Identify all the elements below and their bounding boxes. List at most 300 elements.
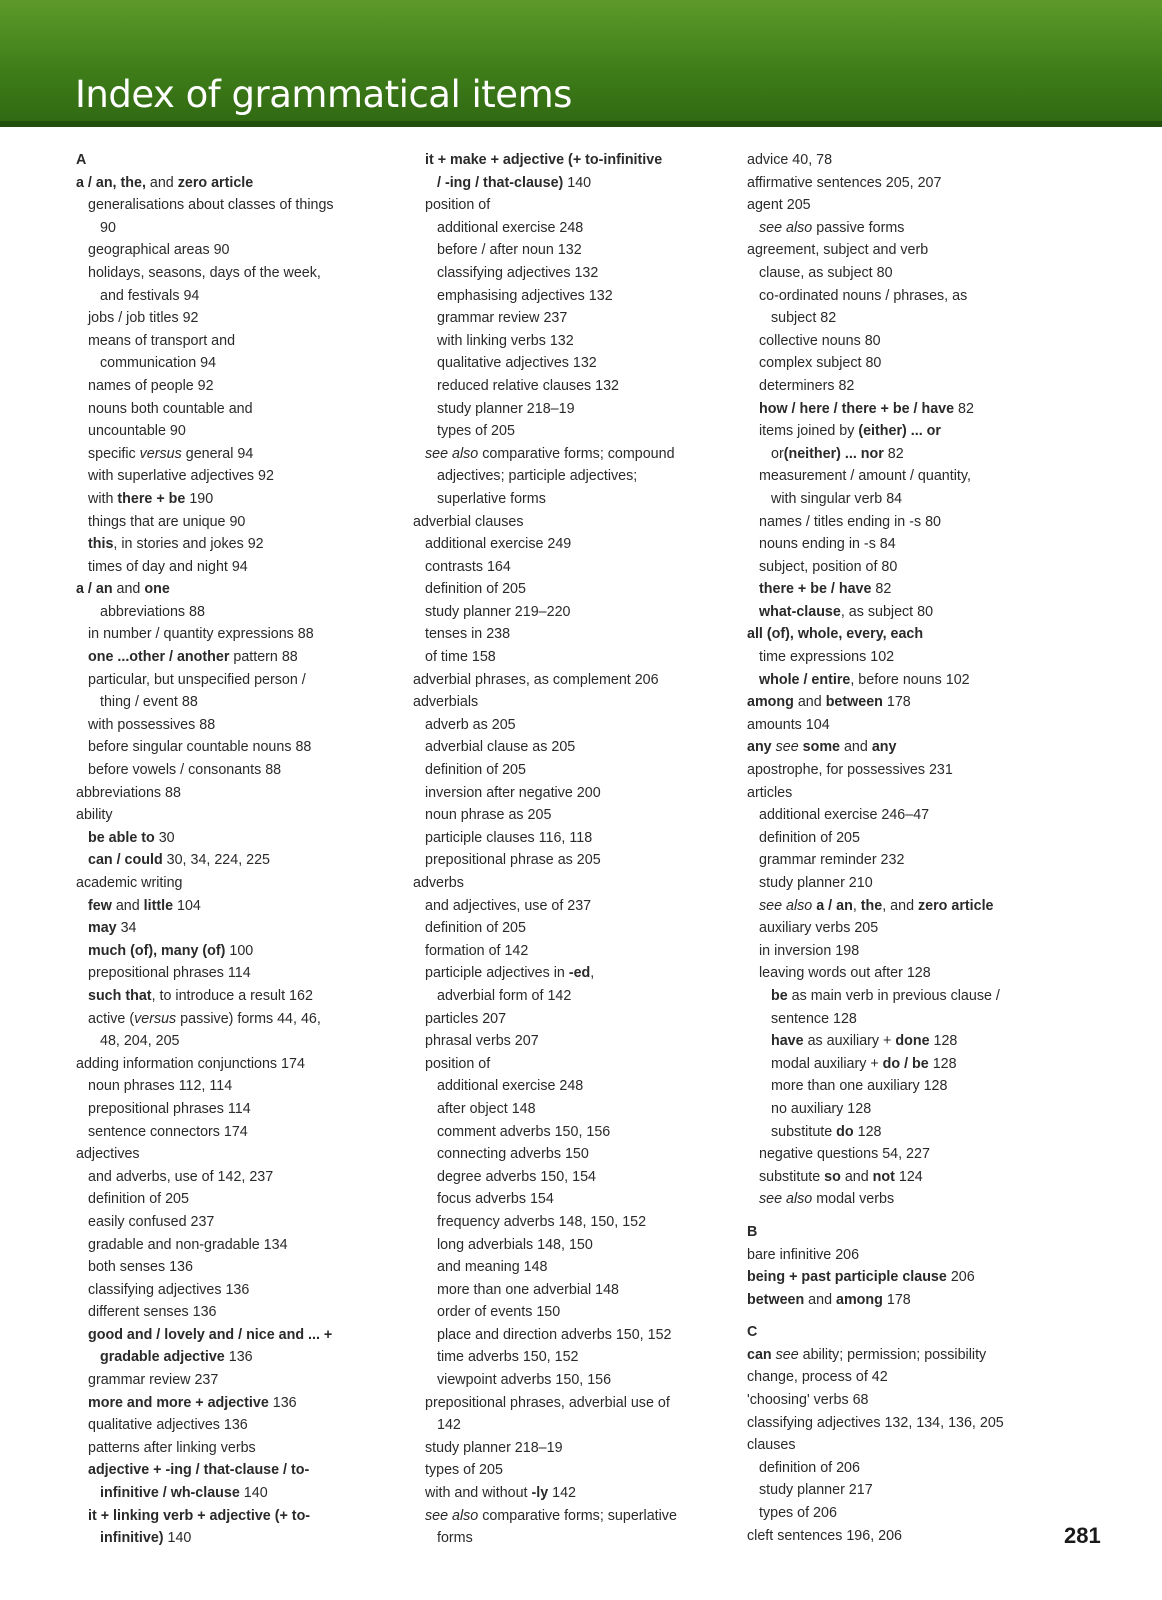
index-entry (413, 1301, 723, 1324)
index-entry-text: (either) ... or (858, 423, 941, 440)
index-entry-text: , to introduce a result 162 (151, 987, 313, 1004)
index-entry (747, 601, 1077, 624)
index-entry-text: see also (759, 897, 813, 914)
index-entry-text: qualitative adjectives 132 (437, 355, 597, 372)
index-entry-text: subject 82 (771, 310, 837, 327)
index-entry-text: before vowels / consonants 88 (88, 762, 282, 779)
section-spacer (747, 1311, 1077, 1321)
index-entry-text: a / an (76, 581, 113, 598)
index-entry (76, 1369, 396, 1392)
index-entry-text: all (of), whole, every, each (747, 626, 924, 643)
index-entry-text: adding information conjunctions 174 (76, 1055, 305, 1072)
index-entry-text: see (771, 1346, 799, 1363)
index-entry (413, 623, 723, 646)
index-entry-text: prepositional phrases 114 (88, 1100, 251, 1117)
index-entry (747, 782, 1077, 805)
index-entry-text: and (112, 581, 145, 598)
index-entry (76, 1346, 396, 1369)
index-entry-text: superlative forms (437, 490, 546, 507)
index-entry-text: it + linking verb + adjective (+ to- (88, 1507, 311, 1524)
index-entry-text: 136 (224, 1349, 253, 1366)
index-entry-text: versus (134, 1010, 177, 1027)
index-entry (747, 714, 1077, 737)
section-spacer (747, 1211, 1077, 1221)
index-entry (76, 578, 396, 601)
index-entry (413, 375, 723, 398)
index-entry-text: definition of 205 (425, 762, 526, 779)
index-entry-text: long adverbials 148, 150 (437, 1236, 593, 1253)
index-entry-text: with linking verbs 132 (437, 332, 574, 349)
index-entry (76, 1459, 396, 1482)
index-entry-text: order of events 150 (437, 1304, 561, 1321)
index-entry-text: subject, position of 80 (759, 558, 898, 575)
index-entry-text: 82 (954, 400, 974, 417)
index-entry (76, 623, 396, 646)
index-entry-text: things that are unique 90 (88, 513, 246, 530)
index-entry-text: emphasising adjectives 132 (437, 287, 613, 304)
index-entry (76, 1030, 396, 1053)
index-entry-text: substitute (771, 1123, 837, 1140)
index-entry-text: 90 (100, 219, 116, 236)
index-entry (413, 330, 723, 353)
index-entry-text: advice 40, 78 (747, 152, 833, 168)
index-entry-text: participle adjectives in (425, 965, 569, 982)
index-entry-text: 'choosing' verbs 68 (747, 1392, 869, 1409)
index-entry-text: B (747, 1223, 758, 1240)
index-entry (76, 985, 396, 1008)
index-entry (76, 1211, 396, 1234)
index-entry (76, 1437, 396, 1460)
index-entry-text: comparative forms; compound (478, 445, 675, 462)
index-entry-text: sentence connectors 174 (88, 1123, 248, 1140)
index-entry-text: any (747, 739, 772, 756)
index-entry-text: prepositional phrases, adverbial use of (425, 1394, 670, 1411)
index-entry (413, 1166, 723, 1189)
index-entry-text: auxiliary verbs 205 (759, 920, 879, 937)
index-entry-text: types of 205 (437, 423, 515, 440)
index-entry (76, 556, 396, 579)
index-entry-text: have (771, 1033, 804, 1050)
index-entry-text: grammar review 237 (88, 1372, 219, 1389)
index-entry (76, 1098, 396, 1121)
index-entry-text: grammar review 237 (437, 310, 568, 327)
index-entry-text: particles 207 (425, 1010, 507, 1027)
index-entry (76, 601, 396, 624)
index-entry (76, 691, 396, 714)
index-entry (76, 511, 396, 534)
index-entry-text: few (88, 897, 112, 914)
index-entry-text: ability; permission; possibility (798, 1346, 987, 1363)
index-section-letter (747, 1221, 1077, 1244)
index-entry (747, 330, 1077, 353)
index-entry-text: both senses 136 (88, 1259, 193, 1276)
index-entry-text: there + be / have (759, 581, 872, 598)
index-entry-text: additional exercise 246–47 (759, 807, 930, 824)
index-entry-text: 128 (853, 1123, 882, 1140)
index-entry-text: after object 148 (437, 1100, 536, 1117)
index-entry (747, 194, 1077, 217)
index-entry-text: little (143, 897, 174, 914)
index-entry-text: cleft sentences 196, 206 (747, 1527, 902, 1544)
index-entry-text: (neither) ... nor (783, 445, 884, 462)
index-entry-text: some (802, 739, 840, 756)
index-entry (747, 1075, 1077, 1098)
index-entry (76, 872, 396, 895)
index-entry-text: sentence 128 (771, 1010, 857, 1027)
index-entry (413, 556, 723, 579)
index-entry (413, 691, 723, 714)
index-entry-text: nouns both countable and (88, 400, 253, 417)
index-entry (76, 1301, 396, 1324)
index-entry-text: with superlative adjectives 92 (88, 468, 274, 485)
index-entry (747, 669, 1077, 692)
index-entry-text: leaving words out after 128 (759, 965, 931, 982)
index-entry (747, 962, 1077, 985)
index-entry-text: determiners 82 (759, 377, 855, 394)
index-entry-text: focus adverbs 154 (437, 1191, 554, 1208)
index-entry-text: complex subject 80 (759, 355, 882, 372)
index-entry (76, 1505, 396, 1528)
index-entry-text: 128 (929, 1033, 958, 1050)
index-entry-text: study planner 210 (759, 875, 873, 891)
index-entry-text: not (872, 1168, 895, 1185)
index-entry-text: 34 (116, 920, 137, 937)
index-entry (413, 511, 723, 534)
index-entry-text: done (895, 1033, 930, 1050)
index-entry-text: and (840, 739, 872, 756)
index-entry-text: one (144, 581, 170, 598)
index-entry (76, 895, 396, 918)
index-entry-text: do / be (882, 1055, 929, 1072)
index-column-3 (747, 149, 1077, 1547)
index-entry-text: qualitative adjectives 136 (88, 1417, 248, 1434)
index-entry-text: particular, but unspecified person / (88, 671, 306, 688)
index-entry-text: see also (759, 219, 813, 236)
index-entry-text: types of 205 (425, 1462, 503, 1479)
index-entry-text: prepositional phrase as 205 (425, 852, 601, 869)
index-entry-text: general 94 (181, 445, 254, 462)
index-entry (747, 917, 1077, 940)
index-entry-text: 136 (268, 1394, 297, 1411)
index-entry (747, 646, 1077, 669)
index-entry (413, 1211, 723, 1234)
index-entry-text: before / after noun 132 (437, 242, 582, 259)
index-entry-text: 82 (871, 581, 892, 598)
index-entry (76, 804, 396, 827)
index-entry (413, 782, 723, 805)
index-entry (747, 465, 1077, 488)
index-entry-text: co-ordinated nouns / phrases, as (759, 287, 968, 304)
index-entry-text: -ed (568, 965, 591, 982)
index-entry-text: additional exercise 248 (437, 1078, 584, 1095)
index-entry-text: gradable and non-gradable 134 (88, 1236, 288, 1253)
index-entry-text: position of (425, 197, 491, 214)
index-entry-text: means of transport and (88, 332, 236, 349)
index-entry (413, 217, 723, 240)
index-entry (413, 1188, 723, 1211)
index-entry-text: change, process of 42 (747, 1369, 888, 1386)
index-entry-text: much (of), many (of) (88, 942, 226, 959)
index-entry-text: adverbials (413, 694, 479, 711)
index-entry-text: forms (437, 1530, 473, 1547)
index-entry (76, 217, 396, 240)
index-entry-text: 178 (882, 694, 911, 711)
index-entry-text: , (852, 897, 861, 914)
index-entry (747, 1121, 1077, 1144)
index-entry-text: communication 94 (100, 355, 217, 372)
index-entry-text: specific (88, 445, 140, 462)
index-entry-text: infinitive) (100, 1530, 164, 1547)
index-entry (76, 940, 396, 963)
index-entry-text: what-clause (759, 603, 841, 620)
index-entry-text: being + past participle clause (747, 1269, 947, 1286)
index-entry-text: and meaning 148 (437, 1259, 548, 1276)
index-entry (747, 307, 1077, 330)
index-entry (413, 352, 723, 375)
index-entry (413, 872, 723, 895)
index-entry-text: whole / entire (759, 671, 851, 688)
index-entry-text: connecting adverbs 150 (437, 1146, 589, 1163)
index-entry (747, 1344, 1077, 1367)
index-entry-text: participle clauses 116, 118 (425, 829, 593, 846)
index-entry-text: as auxiliary + (803, 1033, 896, 1050)
index-entry-text: 48, 204, 205 (100, 1033, 180, 1050)
index-entry (76, 1527, 396, 1550)
index-entry-text: , in stories and jokes 92 (113, 536, 264, 553)
index-entry-text: clause, as subject 80 (759, 264, 893, 281)
index-entry (747, 578, 1077, 601)
index-entry (413, 1234, 723, 1257)
index-entry (76, 533, 396, 556)
index-entry-text: affirmative sentences 205, 207 (747, 174, 942, 191)
index-entry-text: reduced relative clauses 132 (437, 377, 619, 394)
index-entry-text: more than one adverbial 148 (437, 1281, 620, 1298)
index-entry-text: between (747, 1291, 805, 1308)
index-entry-text: position of (425, 1055, 491, 1072)
index-entry-text: definition of 205 (759, 829, 860, 846)
index-entry (76, 488, 396, 511)
index-entry-text: see also (759, 1191, 813, 1208)
index-entry (76, 1075, 396, 1098)
index-entry (747, 262, 1077, 285)
index-entry-text: place and direction adverbs 150, 152 (437, 1326, 672, 1343)
index-entry-text: before singular countable nouns 88 (88, 739, 312, 756)
index-entry-text: uncountable 90 (88, 423, 186, 440)
index-entry-text: zero article (918, 897, 994, 914)
index-entry-text: be able to (88, 829, 155, 846)
index-entry-text: passive) forms 44, 46, (176, 1010, 321, 1027)
index-entry-text: study planner 218–19 (437, 400, 575, 417)
index-entry (76, 375, 396, 398)
index-entry-text: and festivals 94 (100, 287, 200, 304)
index-entry (413, 149, 723, 172)
index-entry (413, 578, 723, 601)
index-entry-text: comparative forms; superlative (478, 1507, 677, 1524)
index-entry-text: , and (882, 897, 918, 914)
index-entry (747, 352, 1077, 375)
index-entry-text: degree adverbs 150, 154 (437, 1168, 596, 1185)
index-entry-text: names / titles ending in -s 80 (759, 513, 941, 530)
index-entry (413, 804, 723, 827)
index-entry-text: adjectives; participle adjectives; (437, 468, 638, 485)
index-entry (76, 849, 396, 872)
index-entry (76, 172, 396, 195)
index-entry (413, 398, 723, 421)
index-entry (76, 1053, 396, 1076)
index-entry (413, 1437, 723, 1460)
index-entry-text: among (747, 694, 794, 711)
index-entry-text: additional exercise 248 (437, 219, 584, 236)
index-entry (413, 646, 723, 669)
index-entry (747, 1412, 1077, 1435)
index-entry (76, 714, 396, 737)
index-entry (413, 1369, 723, 1392)
index-entry-text: adverbial clauses (413, 513, 524, 530)
index-entry (413, 985, 723, 1008)
index-entry (413, 1098, 723, 1121)
index-entry-text: classifying adjectives 132 (437, 264, 599, 281)
index-entry-text: generalisations about classes of things (88, 197, 334, 214)
index-entry (76, 646, 396, 669)
index-entry (413, 669, 723, 692)
index-entry-text: and adjectives, use of 237 (425, 897, 592, 914)
index-entry (747, 1143, 1077, 1166)
index-entry-text: 100 (225, 942, 254, 959)
index-entry-text: 142 (437, 1417, 461, 1434)
index-entry (747, 488, 1077, 511)
index-entry (747, 1188, 1077, 1211)
index-entry-text: no auxiliary 128 (771, 1100, 872, 1117)
index-entry-text: do (836, 1123, 854, 1140)
index-entry-text: 206 (946, 1269, 975, 1286)
index-entry-text: modal auxiliary + (771, 1055, 883, 1072)
index-entry (413, 759, 723, 782)
index-entry (747, 172, 1077, 195)
index-entry-text: time adverbs 150, 152 (437, 1349, 579, 1366)
index-entry-text: frequency adverbs 148, 150, 152 (437, 1213, 647, 1230)
index-entry-text: such that (88, 987, 152, 1004)
index-entry (76, 262, 396, 285)
index-entry-text: apostrophe, for possessives 231 (747, 762, 953, 779)
index-entry-text: agent 205 (747, 197, 811, 214)
index-entry (413, 895, 723, 918)
index-entry (413, 736, 723, 759)
index-entry-text: good and / lovely and / nice and ... + (88, 1326, 333, 1343)
index-entry (747, 1289, 1077, 1312)
index-entry-text: academic writing (76, 875, 183, 891)
index-entry-text: classifying adjectives 136 (88, 1281, 250, 1298)
index-entry-text: items joined by (759, 423, 859, 440)
index-column-2 (413, 149, 723, 1550)
index-entry-text: / -ing / that-clause) (437, 174, 564, 191)
index-entry-text: and (840, 1168, 873, 1185)
index-entry-text: with singular verb 84 (771, 490, 903, 507)
index-entry (747, 1166, 1077, 1189)
index-entry-text: 190 (185, 490, 214, 507)
index-entry (413, 1143, 723, 1166)
index-entry (747, 443, 1077, 466)
index-entry-text: formation of 142 (425, 942, 529, 959)
index-entry-text: 178 (882, 1291, 911, 1308)
index-entry-text: study planner 218–19 (425, 1439, 563, 1456)
index-entry-text: see also (425, 445, 479, 462)
index-entry (413, 1279, 723, 1302)
index-entry-text: infinitive / wh-clause (100, 1485, 240, 1502)
index-entry (76, 1392, 396, 1415)
index-entry (76, 239, 396, 262)
index-entry-text: a / an (816, 897, 853, 914)
index-entry-text: bare infinitive 206 (747, 1246, 860, 1263)
index-entry-text: study planner 217 (759, 1482, 873, 1499)
index-entry-text: patterns after linking verbs (88, 1439, 256, 1456)
index-entry (747, 1053, 1077, 1076)
index-entry (747, 1479, 1077, 1502)
index-entry (76, 1256, 396, 1279)
index-entry (76, 443, 396, 466)
index-entry-text: 82 (883, 445, 904, 462)
index-entry (76, 1166, 396, 1189)
index-entry-text: jobs / job titles 92 (88, 310, 199, 327)
index-entry-text: time expressions 102 (759, 649, 895, 666)
index-entry-text: contrasts 164 (425, 558, 511, 575)
index-entry (76, 759, 396, 782)
index-entry-text: active ( (88, 1010, 135, 1027)
index-entry (747, 1008, 1077, 1031)
index-entry (747, 1389, 1077, 1412)
index-entry (76, 307, 396, 330)
page-title: Index of grammatical items (75, 73, 572, 116)
index-entry-text: grammar reminder 232 (759, 852, 905, 869)
index-entry-text: and adverbs, use of 142, 237 (88, 1168, 274, 1185)
index-section-letter (747, 1321, 1077, 1344)
index-entry (76, 465, 396, 488)
index-entry-text: phrasal verbs 207 (425, 1033, 539, 1050)
index-entry (76, 1482, 396, 1505)
index-entry (76, 398, 396, 421)
index-entry (76, 1234, 396, 1257)
index-entry-text: noun phrases 112, 114 (88, 1078, 233, 1095)
index-entry (413, 1482, 723, 1505)
index-entry-text: more than one auxiliary 128 (771, 1078, 948, 1095)
index-entry (747, 398, 1077, 421)
index-entry (413, 917, 723, 940)
index-entry-text: pattern 88 (229, 649, 298, 666)
index-entry-text: C (747, 1324, 758, 1341)
index-entry (747, 1457, 1077, 1480)
index-entry-text: with possessives 88 (88, 716, 216, 733)
index-entry (76, 782, 396, 805)
index-entry-text: amounts 104 (747, 716, 830, 733)
index-entry-text: viewpoint adverbs 150, 156 (437, 1372, 612, 1389)
index-entry-text: 30 (154, 829, 175, 846)
index-entry (413, 940, 723, 963)
index-entry-text: there + be (117, 490, 186, 507)
index-entry-text: ability (76, 807, 113, 824)
index-entry-text: adverbs (413, 875, 464, 891)
index-entry-text: adverbial clause as 205 (425, 739, 576, 756)
index-entry (413, 1324, 723, 1347)
index-entry (747, 149, 1077, 172)
index-entry (76, 917, 396, 940)
index-entry-text: geographical areas 90 (88, 242, 230, 259)
index-entry (747, 1366, 1077, 1389)
index-entry (747, 759, 1077, 782)
index-entry-text: may (88, 920, 117, 937)
index-entry (413, 1121, 723, 1144)
index-entry-text: additional exercise 249 (425, 536, 572, 553)
index-entry-text: 140 (163, 1530, 192, 1547)
index-entry (413, 533, 723, 556)
